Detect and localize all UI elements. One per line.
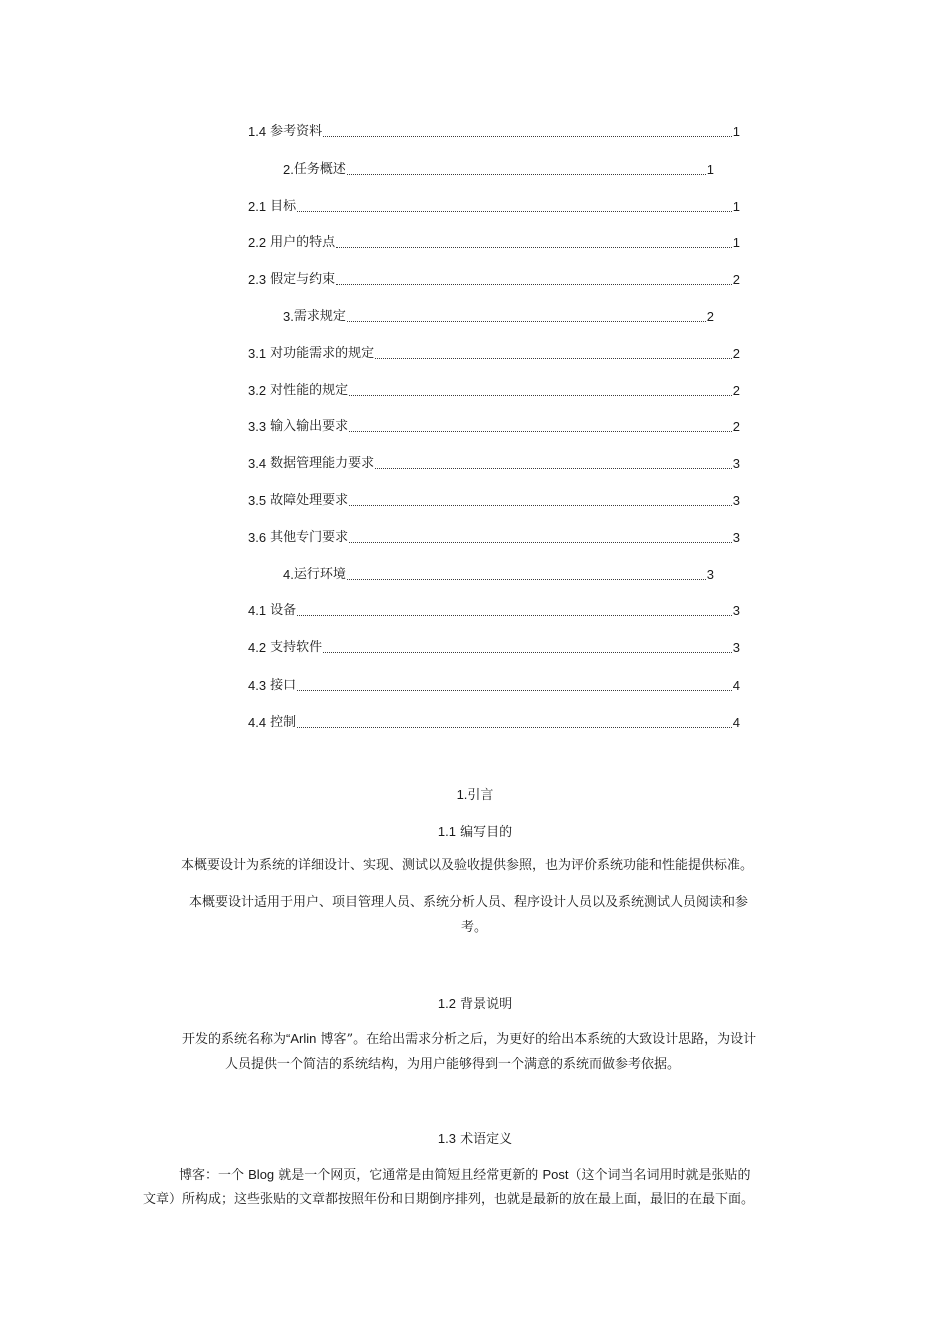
- toc-entry-label: 对性能的规定: [270, 383, 349, 398]
- toc-entry-number: 4.1: [248, 603, 267, 618]
- toc-entry-2[interactable]: [283, 157, 714, 179]
- toc-entry-page: 2: [732, 419, 740, 434]
- toc-entry-number: 2.1: [248, 199, 267, 214]
- toc-entry-3-3[interactable]: [248, 414, 740, 436]
- toc-entry-page: 2: [732, 346, 740, 361]
- toc-entry-label: 接口: [270, 678, 297, 693]
- paragraph-text: 博客”。在给出需求分析之后，为更好的给出本系统的大致设计思路，为设计: [316, 1032, 757, 1047]
- toc-entry-4-2[interactable]: [248, 635, 740, 657]
- paragraph-text: 考。: [461, 920, 488, 935]
- paragraph-purpose-1: [181, 851, 753, 881]
- term-post: Post: [542, 1167, 569, 1182]
- toc-entry-page: 3: [706, 567, 714, 582]
- toc-entry-number: 4.2: [248, 640, 267, 655]
- toc-entry-4-1[interactable]: [248, 598, 740, 620]
- toc-entry-number: 3.2: [248, 383, 267, 398]
- toc-entry-3-1[interactable]: [248, 341, 740, 363]
- toc-entry-3-4[interactable]: [248, 451, 740, 473]
- toc-entry-label: 其他专门要求: [270, 530, 349, 545]
- toc-entry-number: 3.3: [248, 419, 267, 434]
- toc-entry-label: 用户的特点: [270, 235, 336, 250]
- toc-dot-leader: [347, 164, 706, 175]
- toc-dot-leader: [297, 717, 732, 728]
- toc-entry-page: 3: [732, 603, 740, 618]
- toc-entry-4-3[interactable]: [248, 673, 740, 695]
- toc-entry-3-2[interactable]: [248, 378, 740, 400]
- toc-entry-page: 2: [732, 383, 740, 398]
- toc-entry-page: 3: [732, 456, 740, 471]
- toc-entry-3-5[interactable]: [248, 488, 740, 510]
- toc-entry-number: 3.: [283, 309, 294, 324]
- toc-entry-page: 2: [732, 272, 740, 287]
- toc-entry-number: 4.3: [248, 678, 267, 693]
- toc-entry-page: 4: [732, 715, 740, 730]
- toc-dot-leader: [349, 385, 732, 396]
- toc-entry-page: 1: [706, 162, 714, 177]
- toc-entry-label: 对功能需求的规定: [270, 346, 375, 361]
- toc-entry-2-2[interactable]: [248, 230, 740, 252]
- toc-entry-4[interactable]: [283, 562, 714, 584]
- section-heading-intro: [0, 784, 950, 803]
- toc-entry-2-1[interactable]: [248, 194, 740, 216]
- toc-entry-page: 4: [732, 678, 740, 693]
- paragraph-terms-2: [143, 1185, 754, 1215]
- section-title: 背景说明: [460, 997, 513, 1012]
- paragraph-text: 本概要设计为系统的详细设计、实现、测试以及验收提供参照，也为评价系统功能和性能提供标准。: [181, 858, 754, 873]
- toc-entry-label: 需求规定: [293, 309, 346, 324]
- toc-entry-label: 目标: [270, 199, 297, 214]
- section-title: 编写目的: [460, 825, 513, 840]
- toc-entry-4-4[interactable]: [248, 710, 740, 732]
- section-number: 1.: [456, 787, 468, 802]
- paragraph-text: 人员提供一个简洁的系统结构，为用户能够得到一个满意的系统而做参考依据。: [225, 1057, 681, 1072]
- toc-entry-label: 故障处理要求: [270, 493, 349, 508]
- toc-dot-leader: [347, 569, 706, 580]
- toc-entry-page: 1: [732, 235, 740, 250]
- section-heading-1-3: [0, 1128, 950, 1147]
- toc-dot-leader: [297, 605, 732, 616]
- toc-dot-leader: [375, 458, 732, 469]
- section-heading-1-1: [0, 821, 950, 840]
- toc-entry-page: 3: [732, 493, 740, 508]
- section-heading-1-2: [0, 993, 950, 1012]
- section-number: 1.3: [437, 1131, 456, 1146]
- paragraph-text: 就是一个网页，它通常是由简短且经常更新的: [274, 1168, 543, 1183]
- toc-entry-page: 1: [732, 124, 740, 139]
- toc-dot-leader: [336, 274, 732, 285]
- term-blog: Blog: [248, 1167, 275, 1182]
- section-number: 1.1: [437, 824, 456, 839]
- toc-entry-page: 3: [732, 530, 740, 545]
- toc-entry-label: 支持软件: [270, 640, 323, 655]
- toc-entry-number: 3.4: [248, 456, 267, 471]
- toc-entry-number: 3.5: [248, 493, 267, 508]
- toc-entry-number: 1.4: [248, 124, 267, 139]
- toc-entry-label: 运行环境: [293, 567, 346, 582]
- section-title: 引言: [467, 788, 494, 803]
- toc-entry-label: 假定与约束: [270, 272, 336, 287]
- paragraph-text: 博客：一个: [179, 1168, 249, 1183]
- paragraph-text: 文章）所构成；这些张贴的文章都按照年份和日期倒序排列，也就是最新的放在最上面，最旧的在最下面。: [143, 1192, 755, 1207]
- toc-entry-label: 任务概述: [293, 162, 346, 177]
- toc-entry-number: 2.2: [248, 235, 267, 250]
- toc-entry-label: 输入输出要求: [270, 419, 349, 434]
- toc-dot-leader: [323, 642, 732, 653]
- toc-entry-number: 2.: [283, 162, 294, 177]
- paragraph-text: 本概要设计适用于用户、项目管理人员、系统分析人员、程序设计人员以及系统测试人员阅读和参: [189, 895, 749, 910]
- toc-dot-leader: [347, 311, 706, 322]
- toc-entry-number: 4.4: [248, 715, 267, 730]
- section-title: 术语定义: [460, 1132, 513, 1147]
- toc-entry-page: 1: [732, 199, 740, 214]
- toc-entry-label: 参考资料: [270, 124, 323, 139]
- toc-entry-3-6[interactable]: [248, 525, 740, 547]
- toc-entry-3[interactable]: [283, 304, 714, 326]
- toc-entry-page: 3: [732, 640, 740, 655]
- toc-entry-1-4[interactable]: [248, 119, 740, 141]
- toc-entry-label: 数据管理能力要求: [270, 456, 375, 471]
- toc-entry-page: 2: [706, 309, 714, 324]
- toc-entry-number: 4.: [283, 567, 294, 582]
- paragraph-background-2: [225, 1050, 680, 1080]
- toc-dot-leader: [349, 532, 732, 543]
- toc-entry-number: 3.1: [248, 346, 267, 361]
- toc-dot-leader: [375, 348, 732, 359]
- toc-dot-leader: [349, 421, 732, 432]
- system-name: “Arlin: [286, 1031, 317, 1046]
- toc-dot-leader: [336, 237, 732, 248]
- paragraph-text: （这个词当名词用时就是张贴的: [568, 1168, 751, 1183]
- toc-entry-label: 控制: [270, 715, 297, 730]
- paragraph-text: 开发的系统名称为: [182, 1032, 287, 1047]
- toc-entry-label: 设备: [270, 603, 297, 618]
- toc-dot-leader: [349, 495, 732, 506]
- toc-entry-number: 3.6: [248, 530, 267, 545]
- toc-dot-leader: [323, 126, 732, 137]
- section-number: 1.2: [437, 996, 456, 1011]
- toc-entry-number: 2.3: [248, 272, 267, 287]
- paragraph-purpose-2-line2: [461, 913, 487, 943]
- toc-dot-leader: [297, 201, 732, 212]
- toc-entry-2-3[interactable]: [248, 267, 740, 289]
- toc-dot-leader: [297, 680, 732, 691]
